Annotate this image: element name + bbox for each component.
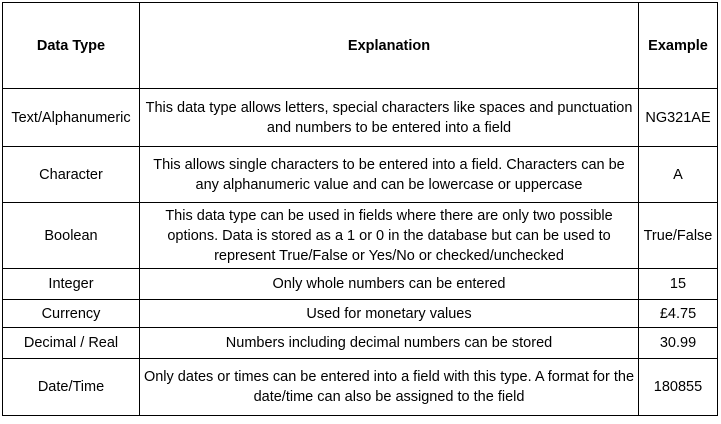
table-row (3, 359, 718, 416)
cell-data-type: Text/Alphanumeric (3, 89, 140, 147)
cell-explanation: This allows single characters to be entered into a field. Characters can be any alphanumeric value and can be lowercase or uppercase (140, 147, 639, 203)
cell-explanation: Used for monetary values (140, 300, 639, 328)
cell-data-type: Integer (3, 269, 140, 300)
cell-explanation: This data type allows letters, special characters like spaces and punctuation and numbers to be entered into a field (140, 89, 639, 147)
table-row (3, 89, 718, 147)
cell-example: NG321AE (639, 89, 718, 147)
cell-data-type: Boolean (3, 203, 140, 269)
table-row (3, 203, 718, 269)
cell-example: True/False (639, 203, 718, 269)
table-row (3, 147, 718, 203)
table-row (3, 328, 718, 359)
header-example: Example (639, 3, 718, 89)
table-header-row (3, 3, 718, 89)
cell-data-type: Character (3, 147, 140, 203)
data-types-table (2, 2, 718, 416)
cell-explanation: Numbers including decimal numbers can be stored (140, 328, 639, 359)
header-explanation: Explanation (140, 3, 639, 89)
table-row (3, 300, 718, 328)
cell-example: 30.99 (639, 328, 718, 359)
cell-example: 180855 (639, 359, 718, 416)
cell-example: £4.75 (639, 300, 718, 328)
table-row (3, 269, 718, 300)
cell-example: A (639, 147, 718, 203)
cell-explanation: This data type can be used in fields where there are only two possible options. Data is stored as a 1 or 0 in the database but can be used to represent True/False or Yes/No or checked/unchecked (140, 203, 639, 269)
header-data-type: Data Type (3, 3, 140, 89)
cell-explanation: Only dates or times can be entered into a field with this type. A format for the date/time can also be assigned to the field (140, 359, 639, 416)
cell-data-type: Currency (3, 300, 140, 328)
cell-data-type: Decimal / Real (3, 328, 140, 359)
cell-example: 15 (639, 269, 718, 300)
cell-data-type: Date/Time (3, 359, 140, 416)
cell-explanation: Only whole numbers can be entered (140, 269, 639, 300)
